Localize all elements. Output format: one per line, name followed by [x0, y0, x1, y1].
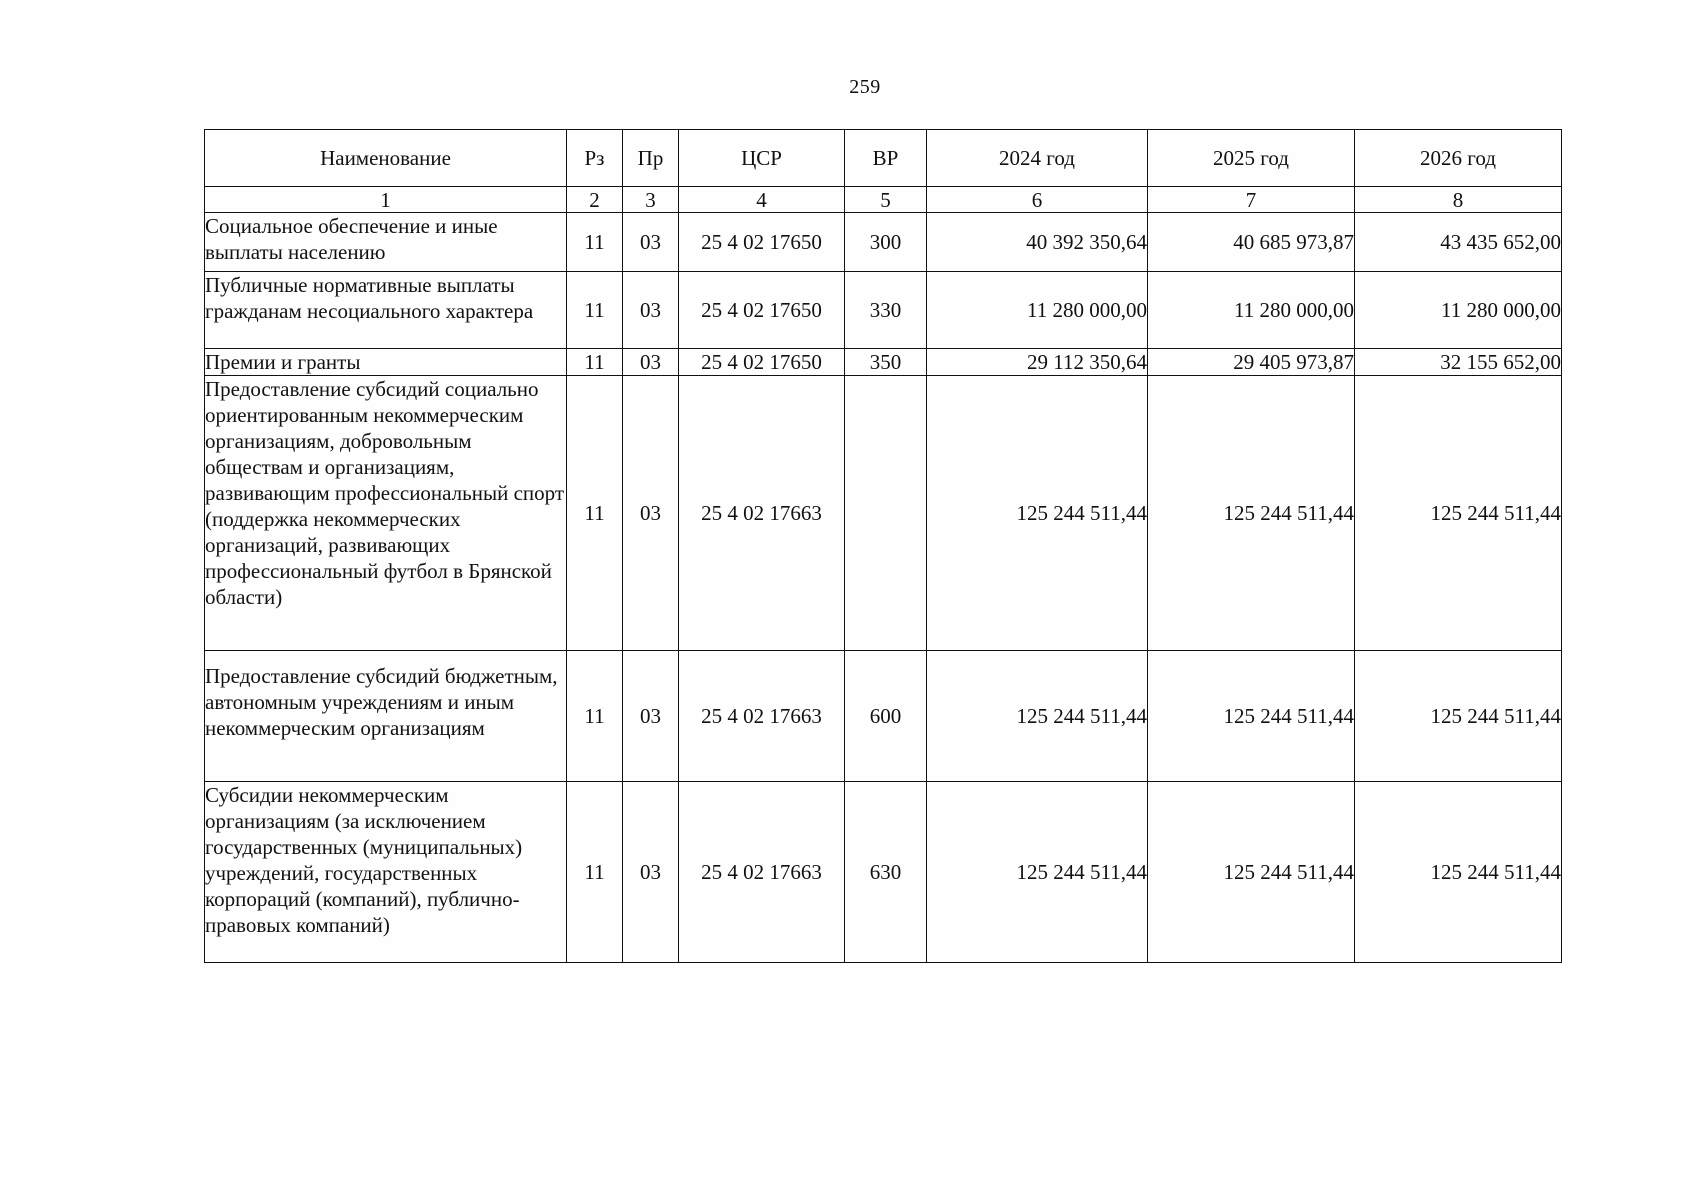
- row-amount-2024: 125 244 511,44: [927, 782, 1148, 963]
- row-name: Социальное обеспечение и иные выплаты населению: [205, 213, 567, 272]
- header-pr: Пр: [623, 130, 679, 187]
- row-name: Публичные нормативные выплаты гражданам несоциального характера: [205, 272, 567, 349]
- row-rz: 11: [567, 651, 623, 782]
- table-row: [205, 272, 1562, 349]
- table-row: [205, 782, 1562, 963]
- header-2024: 2024 год: [927, 130, 1148, 187]
- row-csr: 25 4 02 17663: [679, 376, 845, 651]
- row-amount-2025: 125 244 511,44: [1148, 651, 1355, 782]
- row-amount-2024: 125 244 511,44: [927, 376, 1148, 651]
- row-amount-2025: 125 244 511,44: [1148, 376, 1355, 651]
- row-amount-2026: 32 155 652,00: [1355, 349, 1562, 376]
- column-number: 8: [1355, 187, 1562, 213]
- row-vr: 300: [845, 213, 927, 272]
- header-row: [205, 130, 1562, 187]
- table-row: [205, 213, 1562, 272]
- column-number: 2: [567, 187, 623, 213]
- budget-table: [204, 129, 1562, 963]
- table-row: [205, 349, 1562, 376]
- column-number-row: [205, 187, 1562, 213]
- row-csr: 25 4 02 17650: [679, 349, 845, 376]
- row-name: Субсидии некоммерческим организациям (за исключением государственных (муниципальных) учреждений, государственных корпораций (компаний), публично-правовых компаний): [205, 782, 567, 963]
- column-number: 4: [679, 187, 845, 213]
- table-row: [205, 376, 1562, 651]
- row-amount-2024: 40 392 350,64: [927, 213, 1148, 272]
- row-pr: 03: [623, 349, 679, 376]
- column-number: 6: [927, 187, 1148, 213]
- row-csr: 25 4 02 17650: [679, 213, 845, 272]
- header-name: Наименование: [205, 130, 567, 187]
- row-amount-2025: 40 685 973,87: [1148, 213, 1355, 272]
- header-vr: ВР: [845, 130, 927, 187]
- header-rz: Рз: [567, 130, 623, 187]
- row-pr: 03: [623, 651, 679, 782]
- row-amount-2024: 11 280 000,00: [927, 272, 1148, 349]
- row-name: Предоставление субсидий социально ориентированным некоммерческим организациям, добровольным обществам и организациям, развивающим профессиональный спорт (поддержка некоммерческих организаций, развивающих профессиональный футбол в Брянской области): [205, 376, 567, 651]
- row-amount-2025: 125 244 511,44: [1148, 782, 1355, 963]
- row-csr: 25 4 02 17663: [679, 782, 845, 963]
- row-vr: 600: [845, 651, 927, 782]
- row-vr: 350: [845, 349, 927, 376]
- row-csr: 25 4 02 17663: [679, 651, 845, 782]
- row-pr: 03: [623, 376, 679, 651]
- row-name: Премии и гранты: [205, 349, 567, 376]
- row-amount-2024: 125 244 511,44: [927, 651, 1148, 782]
- row-pr: 03: [623, 782, 679, 963]
- column-number: 1: [205, 187, 567, 213]
- header-2025: 2025 год: [1148, 130, 1355, 187]
- column-number: 5: [845, 187, 927, 213]
- row-pr: 03: [623, 272, 679, 349]
- row-amount-2026: 11 280 000,00: [1355, 272, 1562, 349]
- row-rz: 11: [567, 376, 623, 651]
- header-2026: 2026 год: [1355, 130, 1562, 187]
- row-amount-2025: 11 280 000,00: [1148, 272, 1355, 349]
- row-vr: 330: [845, 272, 927, 349]
- row-rz: 11: [567, 213, 623, 272]
- row-amount-2024: 29 112 350,64: [927, 349, 1148, 376]
- page-number: 259: [849, 76, 881, 98]
- table-row: [205, 651, 1562, 782]
- row-amount-2026: 125 244 511,44: [1355, 782, 1562, 963]
- row-name: Предоставление субсидий бюджетным, автономным учреждениям и иным некоммерческим организациям: [205, 651, 567, 782]
- row-amount-2026: 125 244 511,44: [1355, 376, 1562, 651]
- row-csr: 25 4 02 17650: [679, 272, 845, 349]
- row-rz: 11: [567, 782, 623, 963]
- row-rz: 11: [567, 272, 623, 349]
- row-amount-2026: 43 435 652,00: [1355, 213, 1562, 272]
- column-number: 7: [1148, 187, 1355, 213]
- row-pr: 03: [623, 213, 679, 272]
- row-vr: 630: [845, 782, 927, 963]
- row-vr: [845, 376, 927, 651]
- row-rz: 11: [567, 349, 623, 376]
- row-amount-2025: 29 405 973,87: [1148, 349, 1355, 376]
- header-csr: ЦСР: [679, 130, 845, 187]
- column-number: 3: [623, 187, 679, 213]
- row-amount-2026: 125 244 511,44: [1355, 651, 1562, 782]
